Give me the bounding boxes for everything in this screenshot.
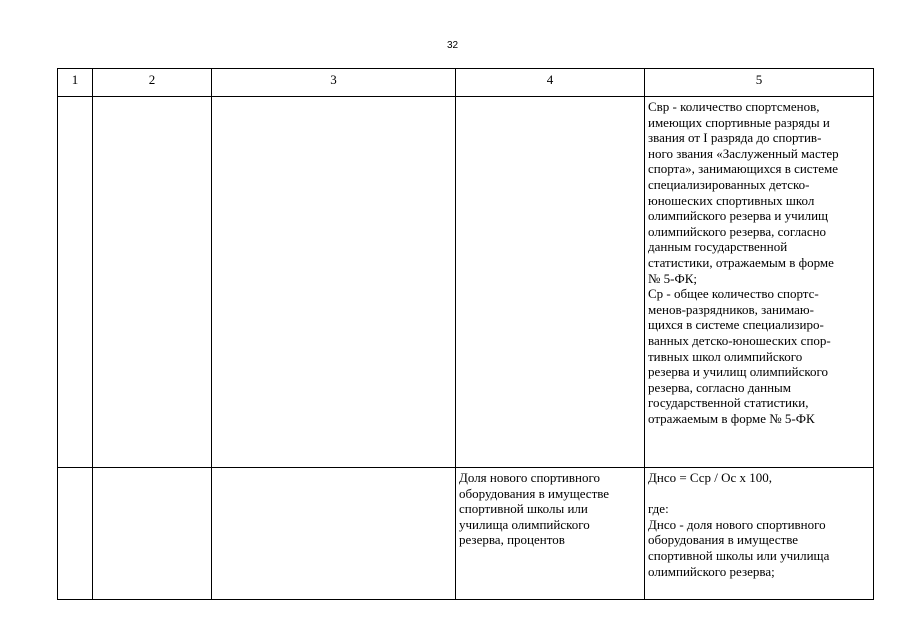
- text-line: Доля нового спортивного: [459, 470, 600, 485]
- text-line: оборудования в имуществе: [459, 485, 610, 501]
- text-line: спорта», занимающихся в системе: [648, 161, 839, 177]
- table-cell-col5: [645, 468, 874, 600]
- text-line: имеющих спортивные разряды и: [648, 114, 830, 130]
- table-header-row: [58, 69, 874, 97]
- text-line: государственной статистики,: [648, 395, 809, 411]
- table-cell-col2: [93, 97, 212, 468]
- text-line: статистики, отражаемым в форме: [648, 254, 834, 270]
- header-col-1: 1: [58, 69, 93, 97]
- text-line: менов-разрядников, занимаю-: [648, 301, 814, 317]
- text-line: резерва, согласно данным: [648, 379, 792, 395]
- text-line: оборудования в имуществе: [648, 532, 799, 548]
- text-line: звания от I разряда до спортив-: [648, 130, 822, 146]
- text-line: резерва, процентов: [459, 532, 565, 548]
- text-line: данным государственной: [648, 239, 788, 255]
- table-row: [58, 468, 874, 600]
- text-line: спортивной школы или училища: [648, 547, 830, 563]
- text-line: ного звания «Заслуженный мастер: [648, 145, 839, 161]
- text-line: № 5-ФК;: [648, 270, 698, 286]
- table-cell-col3: [212, 97, 456, 468]
- text-line: юношеских спортивных школ: [648, 192, 815, 208]
- table-cell-col4: [456, 97, 645, 468]
- header-col-3: 3: [212, 69, 456, 97]
- header-col-5: 5: [645, 69, 874, 97]
- text-line: щихся в системе специализиро-: [648, 317, 824, 333]
- formula-text: Днсо = Сср / Ос x 100,: [648, 470, 773, 485]
- text-line: Ср - общее количество спортс-: [648, 286, 819, 302]
- document-table: [57, 68, 874, 600]
- table-cell-col2: [93, 468, 212, 600]
- header-col-4: 4: [456, 69, 645, 97]
- text-line: Свр - количество спортсменов,: [648, 99, 820, 114]
- text-line: олимпийского резерва и училищ: [648, 208, 829, 224]
- table-cell-col1: [58, 468, 93, 600]
- text-line: олимпийского резерва, согласно: [648, 223, 827, 239]
- header-col-2: 2: [93, 69, 212, 97]
- text-line: тивных школ олимпийского: [648, 348, 803, 364]
- table-cell-col5: [645, 97, 874, 468]
- text-line: олимпийского резерва;: [648, 563, 775, 579]
- text-line: училища олимпийского: [459, 516, 590, 532]
- page-number: 32: [446, 40, 459, 51]
- where-text: где:: [648, 501, 669, 517]
- table-cell-col1: [58, 97, 93, 468]
- text-line: спортивной школы или: [459, 501, 588, 517]
- table-cell-col3: [212, 468, 456, 600]
- text-line: Днсо - доля нового спортивного: [648, 516, 826, 532]
- text-line: специализированных детско-: [648, 176, 810, 192]
- text-line: отражаемым в форме № 5-ФК: [648, 410, 815, 426]
- spacer: [648, 486, 870, 502]
- definition-lines: [648, 517, 870, 579]
- table-row: [58, 97, 874, 468]
- text-line: резерва и училищ олимпийского: [648, 364, 829, 380]
- text-line: ванных детско-юношеских спор-: [648, 332, 831, 348]
- table-cell-col4: [456, 468, 645, 600]
